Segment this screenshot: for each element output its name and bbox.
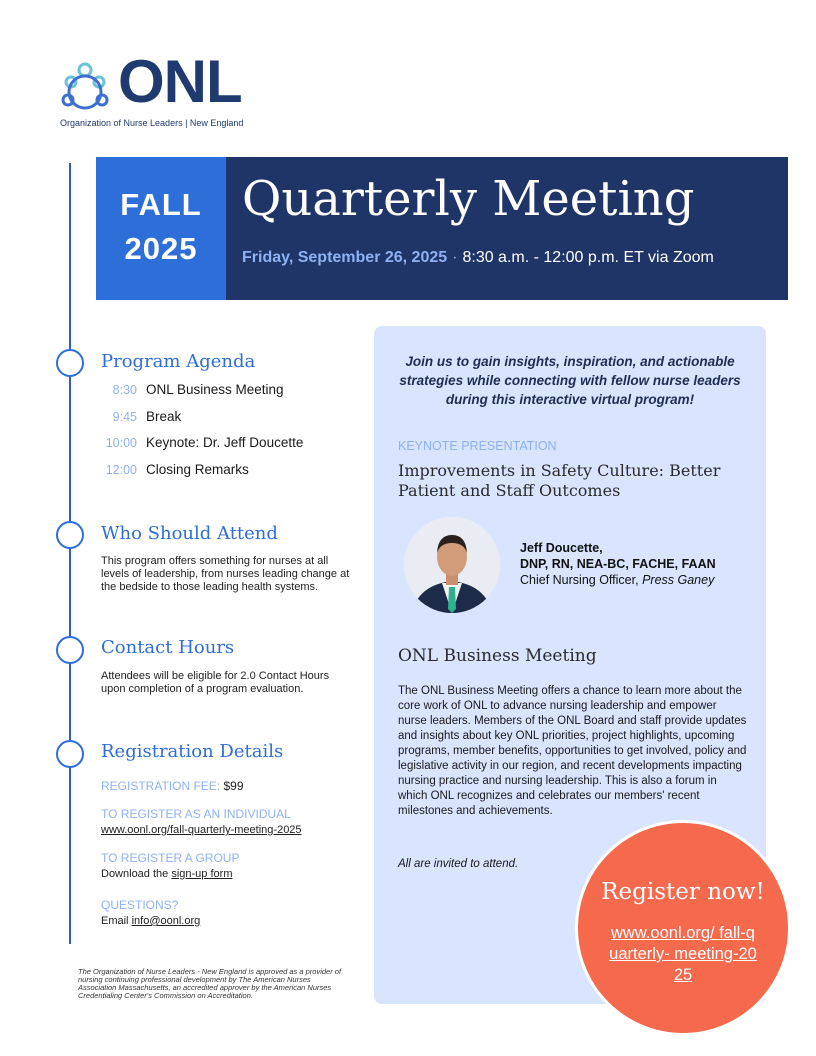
speaker-photo (404, 517, 500, 613)
individual-label: TO REGISTER AS AN INDIVIDUAL (101, 807, 291, 821)
attend-title: Who Should Attend (101, 523, 278, 544)
contact-text: Attendees will be eligible for 2.0 Contact Hours upon completion of a program evaluation. (101, 670, 330, 695)
timeline-node-icon (56, 636, 84, 664)
fee-line (101, 779, 244, 793)
group-line (101, 868, 232, 880)
agenda-label: Keynote: Dr. Jeff Doucette (146, 435, 304, 450)
timeline-line (69, 163, 71, 944)
agenda-label: Closing Remarks (146, 462, 249, 477)
signup-form-link[interactable]: sign-up form (171, 868, 233, 880)
individual-register-link[interactable]: www.oonl.org/fall-quarterly-meeting-2025 (101, 824, 302, 836)
year-label: 2025 (124, 231, 198, 266)
agenda-item (101, 409, 351, 424)
group-prefix: Download the (101, 868, 169, 880)
intro-text: Join us to gain insights, inspiration, and actionable strategies while connecting with fellow nurse leaders during this interactive virtual program! (399, 354, 741, 407)
contact-title: Contact Hours (101, 637, 235, 658)
email-prefix: Email (101, 915, 129, 927)
speaker-role: Chief Nursing Officer, (520, 573, 639, 587)
agenda-time: 10:00 (105, 436, 137, 450)
logo-subtitle: Organization of Nurse Leaders | New England (60, 118, 244, 128)
speaker-role-line (520, 573, 714, 587)
speaker-name: Jeff Doucette, (520, 541, 603, 555)
event-date: Friday, September 26, 2025 (242, 249, 448, 266)
speaker-org: Press Ganey (642, 573, 715, 587)
agenda-title: Program Agenda (101, 351, 256, 372)
business-text: The ONL Business Meeting offers a chance to learn more about the core work of ONL to advance nursing leadership and empower nurse leaders. Members of the ONL Board and staff provide updates and insights about key ONL priorities, project highlights, upcoming programs, member benefits, opportunities to get involved, policy and legislative activity in our region, and recent developments impacting nursing practice and nursing leadership. This is also a forum in which ONL recognizes and celebrates our members' recent milestones and achievements. (398, 685, 747, 817)
register-link[interactable]: www.oonl.org/ fall-quarterly- meeting-2025 (609, 924, 757, 984)
timeline-node-icon (56, 740, 84, 768)
email-line (101, 915, 200, 927)
group-label: TO REGISTER A GROUP (101, 851, 240, 865)
date-separator: · (452, 249, 458, 266)
attend-text: This program offers something for nurses at all levels of leadership, from nurses leading change at the bedside to those leading health systems. (101, 555, 350, 593)
season-label: FALL (120, 187, 202, 222)
agenda-time: 8:30 (112, 383, 137, 397)
invite-text: All are invited to attend. (398, 858, 519, 870)
fee-value: $99 (223, 779, 244, 793)
registration-title: Registration Details (101, 741, 284, 762)
date-line (242, 249, 714, 267)
agenda-item (101, 382, 351, 397)
fee-label: REGISTRATION FEE: (101, 779, 221, 793)
event-time: 8:30 a.m. - 12:00 p.m. ET via Zoom (462, 249, 714, 266)
timeline-node-icon (56, 349, 84, 377)
register-cta[interactable] (575, 820, 791, 1036)
accreditation-note: The Organization of Nurse Leaders - New England is approved as a provider of nursing continuing professional development by The American Nurses Association Massachusetts, an accredited approver by the American Nurses Credentialing Center's Commission on Accreditation. (78, 967, 342, 1000)
questions-label: QUESTIONS? (101, 898, 179, 912)
timeline-node-icon (56, 521, 84, 549)
agenda-item (101, 462, 351, 477)
agenda-label: ONL Business Meeting (146, 382, 284, 397)
page-title: Quarterly Meeting (242, 171, 695, 227)
logo-wordmark: ONL (118, 48, 242, 115)
register-heading: Register now! (601, 879, 765, 905)
agenda-time: 12:00 (105, 463, 137, 477)
business-title: ONL Business Meeting (398, 646, 597, 666)
speaker-credentials: DNP, RN, NEA-BC, FACHE, FAAN (520, 557, 716, 571)
agenda-item (101, 435, 351, 450)
email-link[interactable]: info@oonl.org (131, 915, 201, 927)
keynote-label: KEYNOTE PRESENTATION (398, 439, 557, 453)
keynote-title: Improvements in Safety Culture: Better Patient and Staff Outcomes (398, 461, 721, 500)
title-block (226, 157, 788, 300)
agenda-label: Break (146, 409, 182, 424)
agenda-time: 9:45 (112, 410, 137, 424)
season-block (96, 157, 226, 300)
